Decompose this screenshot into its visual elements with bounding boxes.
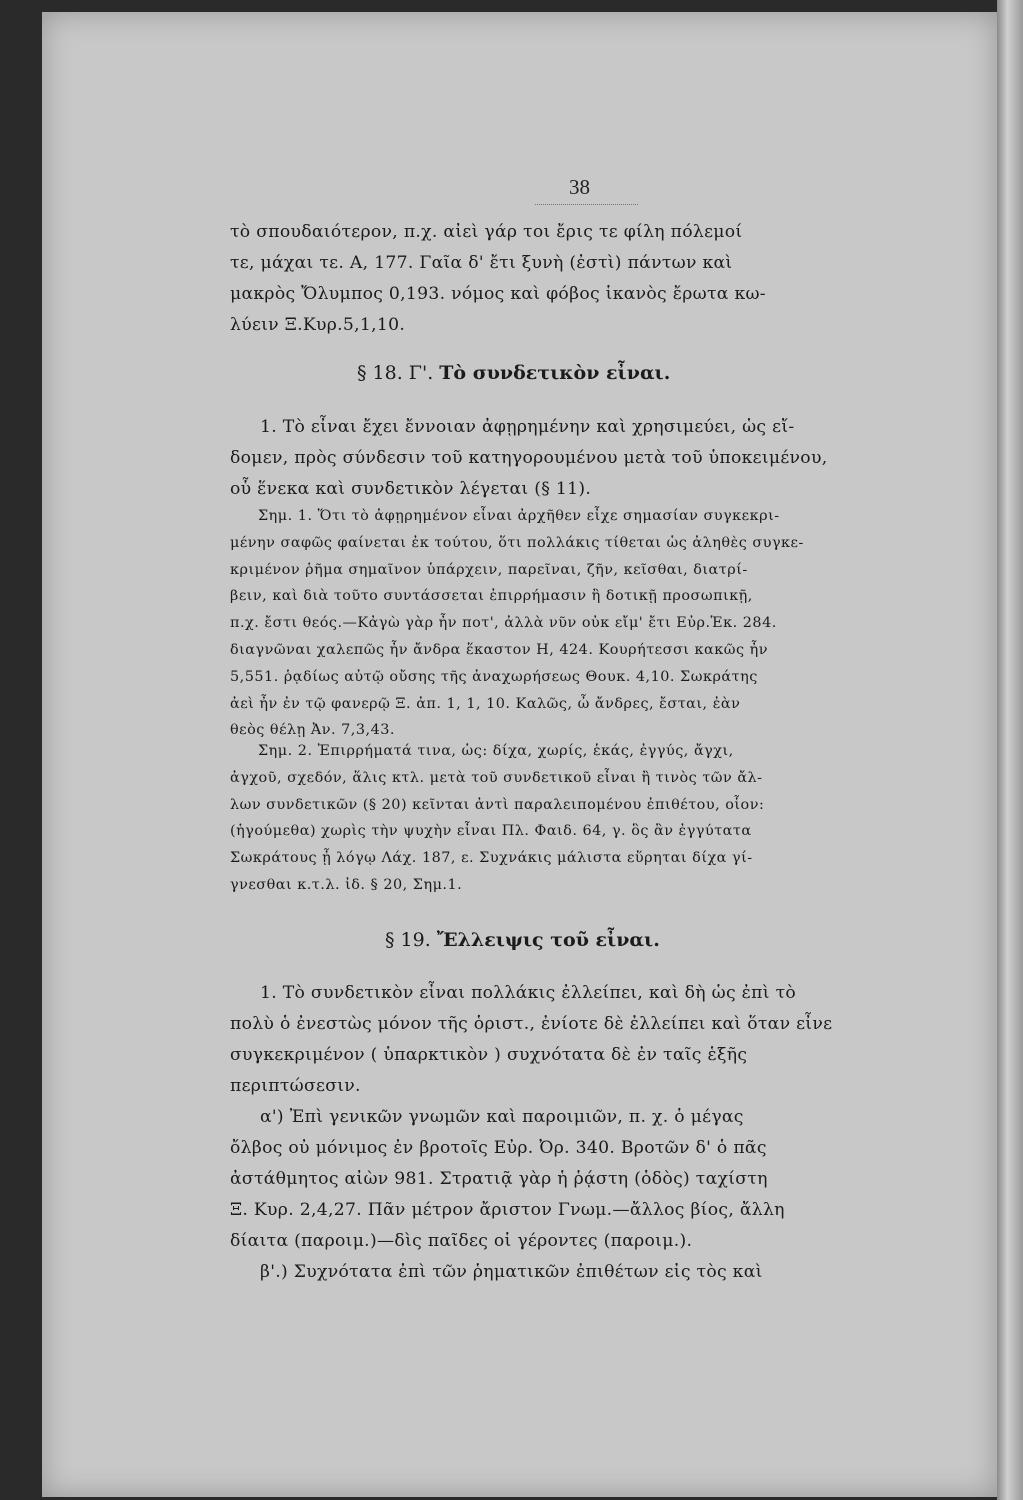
continuation-paragraph [230, 217, 862, 341]
text-line: Σημ. 2. Ἐπιρρήματά τινα, ὡς: δίχα, χωρίς, ἑκάς, ἐγγύς, ἄγχι, [258, 743, 734, 759]
section-19-paragraph-1 [230, 978, 862, 1102]
text-line: βειν, καὶ διὰ τοῦτο συντάσσεται ἐπιρρήμασιν ἢ δοτικῇ προσωπικῇ, [230, 588, 753, 605]
section-19-paragraph-a [230, 1102, 862, 1257]
text-line: διαγνῶναι χαλεπῶς ἦν ἄνδρα ἕκαστον Η, 424. Κουρήτεσσι κακῶς ἦν [230, 641, 768, 658]
text-line: Σημ. 1. Ὅτι τὸ ἀφῃρημένον εἶναι ἀρχῆθεν εἶχε σημασίαν συγκεκρι- [258, 508, 780, 524]
text-line: πολὺ ὁ ἐνεστὼς μόνον τῆς ὁριστ., ἐνίοτε δὲ ἐλλείπει καὶ ὅταν εἶνε [230, 1014, 833, 1034]
text-line: περιπτώσεσιν. [230, 1076, 361, 1096]
section-19-title: Ἔλλειψις τοῦ εἶναι. [436, 929, 660, 951]
text-line: α') Ἐπὶ γενικῶν γνωμῶν καὶ παροιμιῶν, π. χ. ὁ μέγας [260, 1107, 744, 1127]
text-line: λύειν Ξ.Κυρ.5,1,10. [230, 315, 406, 335]
text-line: 1. Τὸ συνδετικὸν εἶναι πολλάκις ἐλλείπει, καὶ δὴ ὡς ἐπὶ τὸ [260, 983, 797, 1003]
section-18-number: § 18. Γ'. [357, 362, 434, 384]
section-18-note-1 [230, 503, 862, 744]
text-line: π.χ. ἔστι θεός.—Κἀγὼ γὰρ ἦν ποτ', ἀλλὰ νῦν οὐκ εἴμ' ἔτι Εὐρ.Ἑκ. 284. [230, 615, 777, 632]
text-line: τε, μάχαι τε. Α, 177. Γαῖα δ' ἔτι ξυνὴ (ἐστὶ) πάντων καὶ [230, 253, 733, 273]
text-line: κριμένον ῥῆμα σημαῖνον ὑπάρχειν, παρεῖναι, ζῆν, κεῖσθαι, διατρί- [230, 561, 748, 578]
section-19-paragraph-b [230, 1257, 862, 1288]
text-line: ἀεὶ ἦν ἐν τῷ φανερῷ Ξ. ἀπ. 1, 1, 10. Καλῶς, ὦ ἄνδρες, ἔσται, ἐὰν [230, 695, 741, 712]
adjacent-page-edge [997, 0, 1023, 1500]
page-number-rule [535, 204, 638, 205]
text-line: θεὸς θέλῃ Ἀν. 7,3,43. [230, 722, 395, 739]
section-19-heading [385, 929, 660, 951]
text-line: Ξ. Κυρ. 2,4,27. Πᾶν μέτρον ἄριστον Γνωμ.—ἄλλος βίος, ἄλλη [230, 1200, 785, 1220]
text-line: συγκεκριμένον ( ὑπαρκτικὸν ) συχνότατα δὲ ἐν ταῖς ἑξῆς [230, 1045, 748, 1065]
text-line: γνεσθαι κ.τ.λ. ἰδ. § 20, Σημ.1. [230, 876, 463, 893]
section-18-paragraph-1 [230, 412, 862, 505]
text-line: μένην σαφῶς φαίνεται ἐκ τούτου, ὅτι πολλάκις τίθεται ὡς ἀληθὲς συγκε- [230, 534, 804, 551]
text-line: λων συνδετικῶν (§ 20) κεῖνται ἀντὶ παραλειπομένου ἐπιθέτου, οἷον: [230, 796, 765, 813]
text-line: μακρὸς Ὄλυμπος 0,193. νόμος καὶ φόβος ἱκανὸς ἔρωτα κω- [230, 284, 766, 304]
text-line: 5,551. ῥᾳδίως αὐτῷ οὔσης τῆς ἀναχωρήσεως Θουκ. 4,10. Σωκράτης [230, 668, 758, 685]
text-line: ὄλβος οὐ μόνιμος ἐν βροτοῖς Εὐρ. Ὀρ. 340. Βροτῶν δ' ὁ πᾶς [230, 1138, 767, 1158]
section-19-number: § 19. [385, 929, 431, 951]
text-line: 1. Τὸ εἶναι ἔχει ἔννοιαν ἀφῃρημένην καὶ χρησιμεύει, ὡς εἴ- [260, 417, 795, 437]
section-18-note-2 [230, 738, 862, 899]
text-line: οὗ ἕνεκα καὶ συνδετικὸν λέγεται (§ 11). [230, 479, 592, 499]
text-line: ἀστάθμητος αἰὼν 981. Στρατιᾷ γὰρ ἡ ῥᾴστη (ὁδὸς) ταχίστη [230, 1169, 768, 1189]
page-number: 38 [569, 175, 590, 199]
text-line: δίαιτα (παροιμ.)—δὶς παῖδες οἱ γέροντες (παροιμ.). [230, 1231, 693, 1251]
text-line: ἀγχοῦ, σχεδόν, ἅλις κτλ. μετὰ τοῦ συνδετικοῦ εἶναι ἢ τινὸς τῶν ἄλ- [230, 769, 763, 786]
text-line: Σωκράτους ᾖ λόγῳ Λάχ. 187, ε. Συχνάκις μάλιστα εὕρηται δίχα γί- [230, 850, 753, 867]
section-18-title: Τὸ συνδετικὸν εἶναι. [439, 362, 671, 384]
text-line: τὸ σπουδαιότερον, π.χ. αἰεὶ γάρ τοι ἔρις τε φίλη πόλεμοί [230, 222, 743, 242]
section-18-heading [357, 362, 670, 384]
text-line: δομεν, πρὸς σύνδεσιν τοῦ κατηγορουμένου μετὰ τοῦ ὑποκειμένου, [230, 448, 828, 468]
text-line: (ἡγούμεθα) χωρὶς τὴν ψυχὴν εἶναι Πλ. Φαιδ. 64, γ. ὃς ἂν ἐγγύτατα [230, 823, 752, 840]
text-line: β'.) Συχνότατα ἐπὶ τῶν ῥηματικῶν ἐπιθέτων εἰς τὸς καὶ [260, 1262, 763, 1282]
